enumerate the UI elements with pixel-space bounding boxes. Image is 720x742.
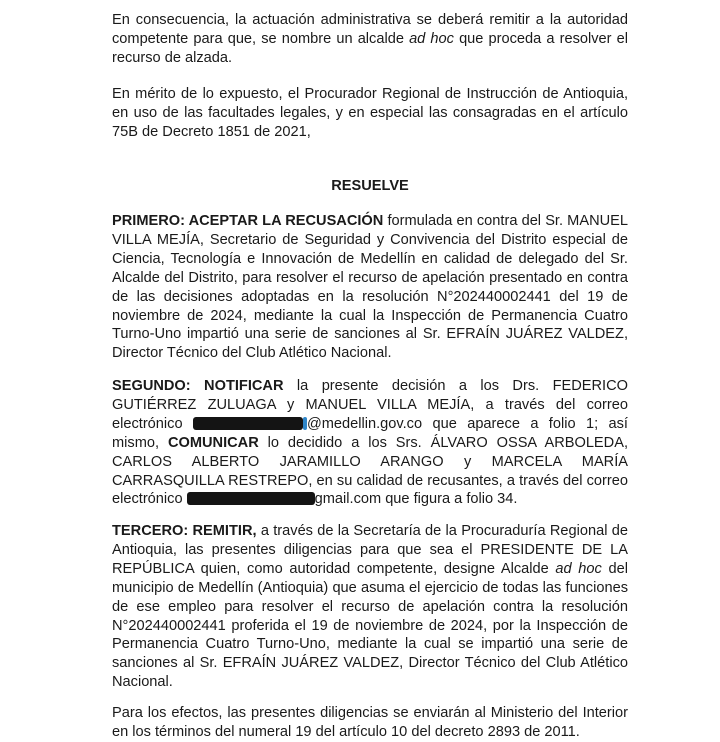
section-heading: RESUELVE [331, 178, 409, 194]
paragraph-tercero [112, 522, 628, 692]
italic-run: ad hoc [409, 30, 454, 47]
text-run: del municipio de Medellín (Antioquia) que asuma el ejercicio de todas las funciones de ese empleo para resolver el recurso de apelación contra la resolución N°202440002441 proferida el 19 de noviembre de 2024, por la Inspección de Permanencia Cuatro Turno-Uno, mediante la cual se impartió una serie de sanciones al Sr. EFRAÍN JUÁREZ VALDEZ, Director Técnico del Club Atlético Nacional. [112, 560, 628, 691]
text-run: que proceda a resolver el recurso de alzada. [112, 30, 628, 66]
text-run: lo decidido a los Srs. ÁLVARO OSSA ARBOLEDA, CARLOS ALBERTO JARAMILLO ARANGO y MARCELA MARÍA CARRASQUILLA RESTREPO, en su calidad de recusantes, a través del correo electrónico [112, 434, 628, 508]
paragraph-primero [112, 212, 628, 363]
text-run: formulada en contra del Sr. MANUEL VILLA MEJÍA, Secretario de Seguridad y Convivencia del Distrito especial de Ciencia, Tecnología e Innovación de Medellín en calidad de delegado del Sr. Alcalde del Distrito, para resolver el recurso de apelación presentado en contra de las decisiones adoptadas en la resolución N°202440002441 del 19 de noviembre de 2024, mediante la cual la Inspección de Permanencia Cuatro Turno-Uno impartió una serie de sanciones al Sr. EFRAÍN JUÁREZ VALDEZ, Director Técnico del Club Atlético Nacional. [112, 213, 628, 362]
text-run: la presente decisión a los Drs. FEDERICO GUTIÉRREZ ZULUAGA y MANUEL VILLA MEJÍA, a través del correo electrónico [112, 378, 628, 432]
text-run: a través de la Secretaría de la Procuraduría Regional de Antioquia, las presentes diligencias para que sea el PRESIDENTE DE LA REPÚBLICA quien, como autoridad competente, designe Alcalde [112, 523, 628, 577]
text-run: que figura a folio 34. [381, 491, 518, 508]
bold-run: SEGUNDO: NOTIFICAR [112, 378, 284, 394]
text-run: que aparece a folio 1; así mismo, [112, 415, 628, 451]
paragraph-consecuencia [112, 11, 628, 68]
bold-run: TERCERO: REMITIR, [112, 523, 257, 539]
bold-run: PRIMERO: ACEPTAR LA RECUSACIÓN [112, 213, 384, 229]
text-run: En consecuencia, la actuación administrativa se deberá remitir a la autoridad competente para que, se nombre un alcalde [112, 12, 628, 47]
bold-run: COMUNICAR [167, 434, 259, 451]
email-domain: @medellin.gov.co [306, 415, 423, 432]
italic-run: ad hoc [555, 560, 602, 577]
email-domain: gmail.com [314, 491, 382, 508]
redacted-email-user [187, 492, 315, 505]
redacted-email-user [193, 417, 303, 430]
paragraph-segundo [112, 377, 628, 509]
paragraph-merito: En mérito de lo expuesto, el Procurador Regional de Instrucción de Antioquia, en uso de las facultades legales, y en especial las consagradas en el artículo 75B de Decreto 1851 de 2021, [112, 86, 628, 140]
paragraph-efectos: Para los efectos, las presentes diligencias se enviarán al Ministerio del Interior en los términos del numeral 19 del artículo 10 del decreto 2893 de 2011. [112, 705, 628, 740]
